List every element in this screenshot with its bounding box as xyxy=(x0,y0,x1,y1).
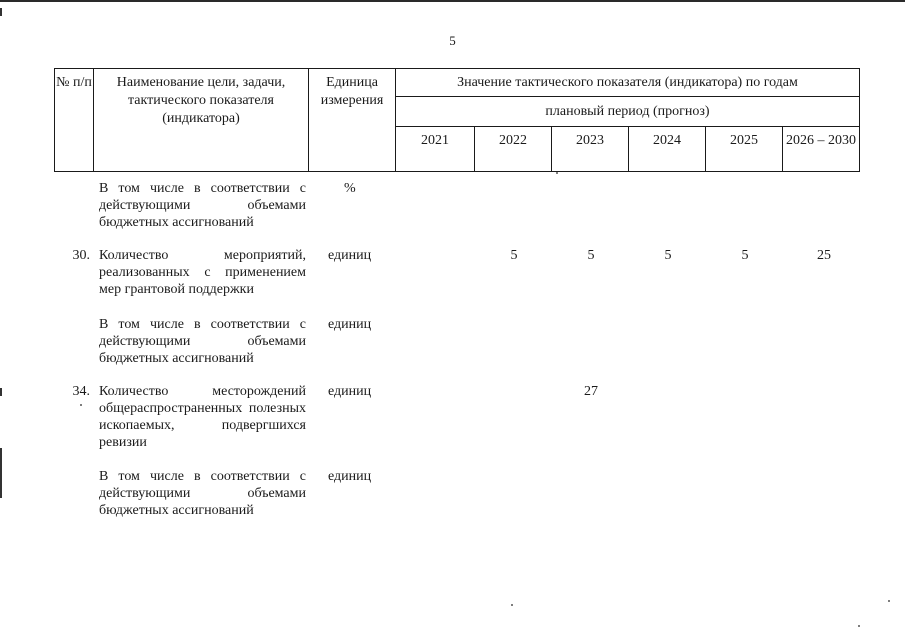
row-unit: единиц xyxy=(328,469,372,484)
row-value: 27 xyxy=(584,384,598,399)
header-year: 2022 xyxy=(475,127,552,172)
row-value: 25 xyxy=(817,248,831,263)
row-name: Количество мероприятий, реализованных с применением мер грантовой поддержки xyxy=(99,248,306,297)
header-col-period: плановый период (прогноз) xyxy=(396,97,860,127)
scan-speck xyxy=(80,404,82,406)
header-year: 2026 – 2030 xyxy=(783,127,860,172)
scan-speck xyxy=(511,604,513,606)
row-number: 30. xyxy=(72,248,90,263)
row-unit: единиц xyxy=(328,248,372,263)
scan-speck xyxy=(888,600,890,602)
row-name: В том числе в соответствии с действующими объемами бюджетных ассигнований xyxy=(99,181,306,230)
row-value: 5 xyxy=(587,248,595,263)
scan-edge-mark xyxy=(0,448,2,498)
row-name: В том числе в соответствии с действующими объемами бюджетных ассигнований xyxy=(99,469,306,518)
row-value: 5 xyxy=(741,248,749,263)
scan-speck xyxy=(858,625,860,627)
row-unit: % xyxy=(344,181,356,196)
header-col-number: № п/п xyxy=(55,69,94,172)
page-top-border xyxy=(0,0,905,2)
header-year: 2023 xyxy=(552,127,629,172)
header-year: 2025 xyxy=(706,127,783,172)
row-value: 5 xyxy=(664,248,672,263)
row-unit: единиц xyxy=(328,317,372,332)
row-number: 34. xyxy=(72,384,90,399)
scan-speck xyxy=(556,172,558,174)
header-col-name: Наименование цели, задачи, тактического показателя (индикатора) xyxy=(94,69,309,172)
scan-edge-mark xyxy=(0,388,2,396)
row-name: В том числе в соответствии с действующими объемами бюджетных ассигнований xyxy=(99,317,306,366)
row-name: Количество месторождений общераспространенных полезных ископаемых, подвергшихся ревизии xyxy=(99,384,306,450)
table-header xyxy=(54,68,860,172)
row-value: 5 xyxy=(510,248,518,263)
header-year: 2024 xyxy=(629,127,706,172)
header-col-values: Значение тактического показателя (индикатора) по годам xyxy=(396,69,860,97)
row-unit: единиц xyxy=(328,384,372,399)
header-year: 2021 xyxy=(396,127,475,172)
header-col-unit: Единица измерения xyxy=(309,69,396,172)
page-number: 5 xyxy=(449,33,456,48)
scan-edge-mark xyxy=(0,8,2,16)
